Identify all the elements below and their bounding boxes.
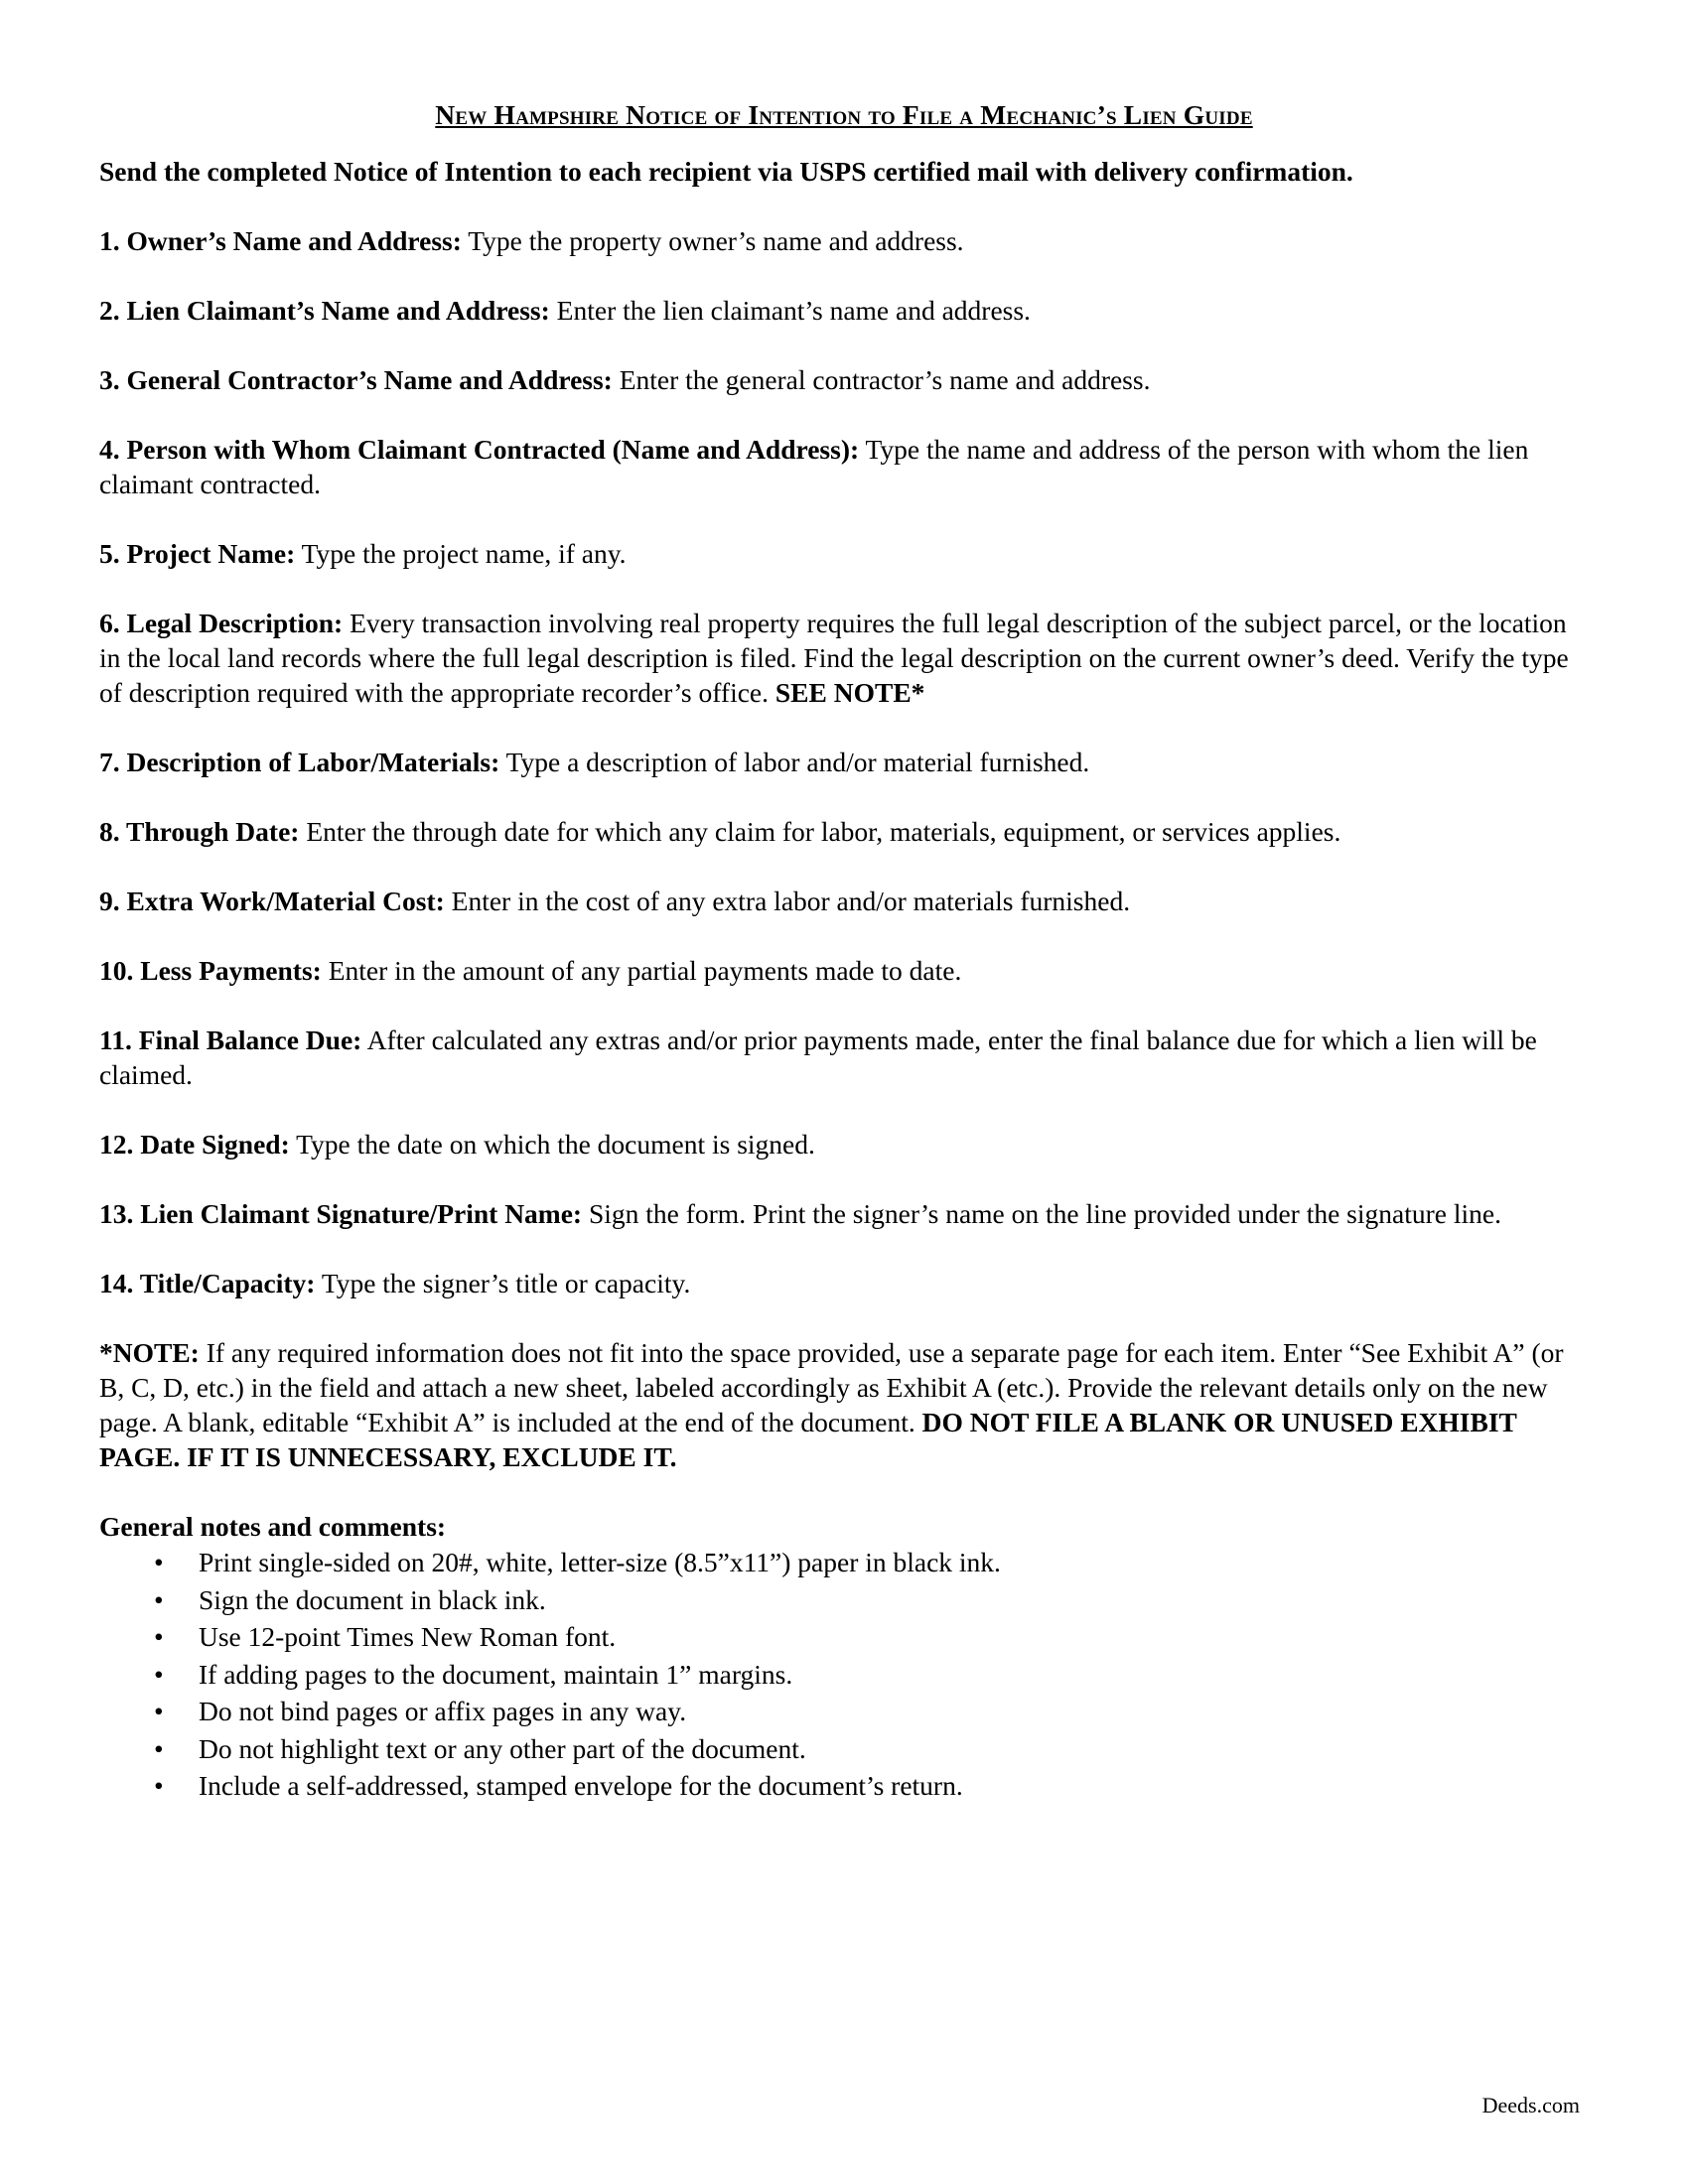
instruction-item (99, 293, 1589, 328)
item-label: 14. Title/Capacity: (99, 1268, 316, 1298)
item-text: Type a description of labor and/or material furnished. (499, 747, 1090, 777)
item-label: 10. Less Payments: (99, 955, 322, 986)
instruction-item (99, 1196, 1589, 1231)
item-text: Enter in the cost of any extra labor and/or materials furnished. (444, 886, 1131, 916)
item-label: 7. Description of Labor/Materials: (99, 747, 500, 777)
instruction-item (99, 884, 1589, 918)
item-text: Enter the lien claimant’s name and address. (549, 295, 1031, 326)
item-text: Sign the form. Print the signer’s name on the line provided under the signature line. (582, 1198, 1501, 1229)
instruction-item (99, 953, 1589, 988)
item-text: Type the signer’s title or capacity. (315, 1268, 691, 1298)
list-item: • Do not bind pages or affix pages in any way. (99, 1693, 1589, 1730)
footer-brand: Deeds.com (1481, 2093, 1580, 2117)
item-label: 6. Legal Description: (99, 608, 344, 638)
instruction-item (99, 432, 1589, 501)
instruction-item (99, 1023, 1589, 1092)
item-label: 5. Project Name: (99, 538, 296, 569)
list-item: • If adding pages to the document, maintain 1” margins. (99, 1656, 1589, 1694)
instruction-item (99, 362, 1589, 397)
instruction-item (99, 1266, 1589, 1300)
item-label: 3. General Contractor’s Name and Address: (99, 364, 613, 395)
instruction-item (99, 223, 1589, 258)
item-label: 1. Owner’s Name and Address: (99, 225, 462, 256)
instruction-item (99, 1127, 1589, 1161)
instruction-item (99, 536, 1589, 571)
note-label: *NOTE: (99, 1337, 200, 1368)
item-text: After calculated any extras and/or prior payments made, enter the final balance due for which a lien will be claimed. (99, 1024, 1537, 1090)
list-item: • Do not highlight text or any other part of the document. (99, 1730, 1589, 1768)
document-title: New Hampshire Notice of Intention to File a Mechanic’s Lien Guide (435, 99, 1253, 130)
item-text: Type the property owner’s name and address. (461, 225, 964, 256)
instruction-item (99, 814, 1589, 849)
item-text: Type the name and address of the person with whom the lien claimant contracted. (99, 434, 1529, 499)
item-label: 8. Through Date: (99, 816, 300, 847)
item-label: 13. Lien Claimant Signature/Print Name: (99, 1198, 583, 1229)
instruction-item (99, 745, 1589, 779)
item-label: 4. Person with Whom Claimant Contracted (Name and Address): (99, 434, 860, 465)
intro-instruction: Send the completed Notice of Intention to each recipient via USPS certified mail with delivery confirmation. (99, 156, 1353, 187)
exhibit-note (99, 1335, 1589, 1474)
list-item: • Print single-sided on 20#, white, letter-size (8.5”x11”) paper in black ink. (99, 1544, 1589, 1581)
list-item: • Use 12-point Times New Roman font. (99, 1618, 1589, 1656)
see-note-emphasis: SEE NOTE* (774, 677, 925, 708)
item-text: Enter the general contractor’s name and address. (612, 364, 1151, 395)
item-text: Enter the through date for which any claim for labor, materials, equipment, or services applies. (299, 816, 1341, 847)
document-page (99, 97, 1589, 1805)
note-text: If any required information does not fit into the space provided, use a separate page for each item. Enter “See Exhibit A” (or B, C, D, etc.) in the field and attach a new sheet, labeled accordingly as Exhibit A (etc.). Provide the relevant details only on the new page. A blank, editable “Exhibit A” is included at the end of the document. (99, 1337, 1564, 1437)
item-text: Type the date on which the document is signed. (289, 1129, 815, 1160)
note-warning: DO NOT FILE A BLANK OR UNUSED EXHIBIT PAGE. IF IT IS UNNECESSARY, EXCLUDE IT. (99, 1407, 1517, 1472)
instruction-item (99, 606, 1589, 710)
item-text: Enter in the amount of any partial payments made to date. (321, 955, 962, 986)
item-text: Every transaction involving real property requires the full legal description of the subject parcel, or the location in the local land records where the full legal description is filed. Find the legal description on the current owner’s deed. Verify the type of description required with the appropriate recorder’s office. (99, 608, 1569, 708)
item-label: 2. Lien Claimant’s Name and Address: (99, 295, 550, 326)
item-text: Type the project name, if any. (295, 538, 627, 569)
item-label: 12. Date Signed: (99, 1129, 290, 1160)
general-notes-heading: General notes and comments: (99, 1511, 447, 1542)
list-item: • Include a self-addressed, stamped envelope for the document’s return. (99, 1767, 1589, 1805)
item-label: 11. Final Balance Due: (99, 1024, 362, 1055)
general-notes-list (99, 1544, 1589, 1805)
list-item: • Sign the document in black ink. (99, 1581, 1589, 1619)
item-label: 9. Extra Work/Material Cost: (99, 886, 445, 916)
